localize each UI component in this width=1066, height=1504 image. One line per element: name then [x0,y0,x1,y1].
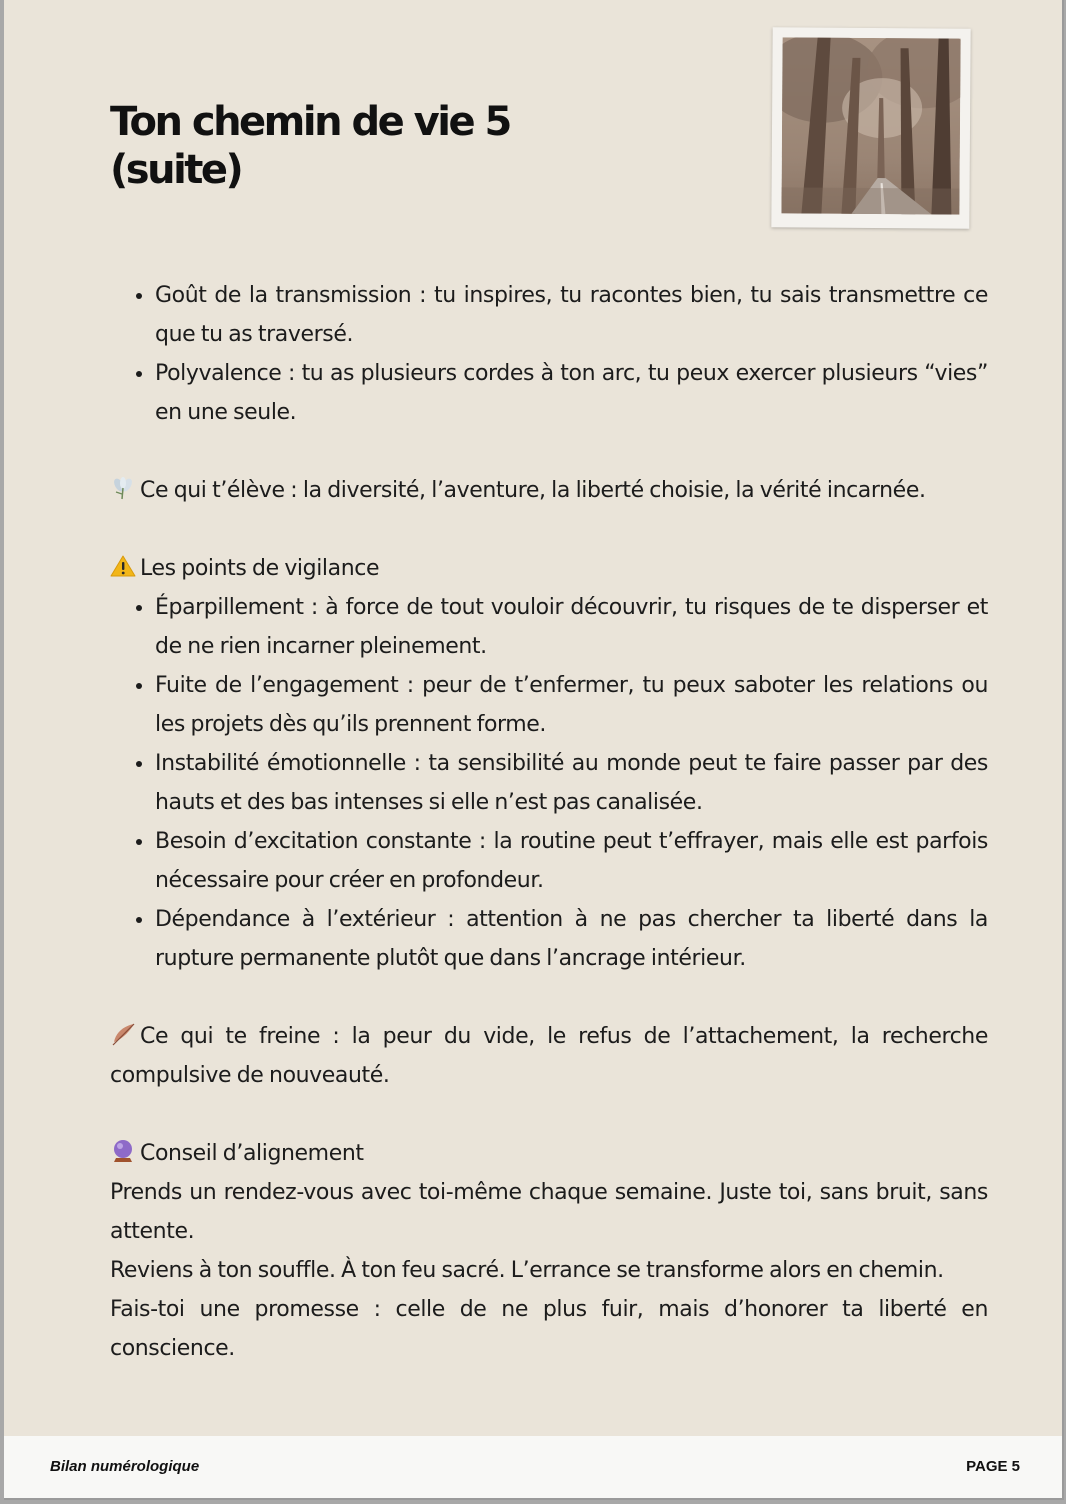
conseil-heading-text: Conseil d’alignement [140,1141,364,1166]
eleve-text: Ce qui t’élève : la diversité, l’aventure, la liberté choisie, la vérité incarnée. [140,478,926,503]
list-item: • Éparpillement : à force de tout vouloir découvrir, tu risques de te disperser et de ne rien incarner pleinement. [155,588,988,666]
qualities-list [110,276,988,432]
vigilance-heading [110,549,988,588]
title-line-2: (suite) [110,147,242,193]
list-item: • Dépendance à l’extérieur : attention à ne pas chercher ta liberté dans la rupture permanente plutôt que dans l’ancrage intérieur. [155,900,988,978]
vigilance-heading-text: Les points de vigilance [140,556,380,581]
list-item: • Besoin d’excitation constante : la routine peut t’effrayer, mais elle est parfois nécessaire pour créer en profondeur. [155,822,988,900]
conseil-paragraph-3: Fais-toi une promesse : celle de ne plus fuir, mais d’honorer ta liberté en conscience. [110,1297,988,1361]
freine-paragraph [110,1017,988,1095]
conseil-paragraph-2: Reviens à ton souffle. À ton feu sacré. L’errance se transforme alors en chemin. [110,1258,944,1283]
feather-icon [110,1022,136,1046]
page-footer [4,1436,1062,1498]
eleve-paragraph [110,471,988,510]
list-item: • Instabilité émotionnelle : ta sensibilité au monde peut te faire passer par des hauts et des bas intenses si elle n’est pas canalisée. [155,744,988,822]
freine-text: Ce qui te freine : la peur du vide, le refus de l’attachement, la recherche compulsive de nouveauté. [110,1024,988,1088]
list-item: • Goût de la transmission : tu inspires, tu racontes bien, tu sais transmettre ce que tu as traversé. [155,276,988,354]
vigilance-list [110,588,988,978]
crystal-ball-icon [110,1139,136,1163]
document-page [4,0,1064,1500]
list-item: • Fuite de l’engagement : peur de t’enfermer, tu peux saboter les relations ou les projets dès qu’ils prennent forme. [155,666,988,744]
conseil-heading [110,1134,988,1173]
page-number: PAGE 5 [966,1458,1020,1475]
main-content [110,276,988,1368]
forest-road-photo [771,27,970,228]
page-title [110,98,630,194]
list-item: • Polyvalence : tu as plusieurs cordes à ton arc, tu peux exercer plusieurs “vies” en une seule. [155,354,988,432]
title-line-1: Ton chemin de vie 5 [110,99,510,145]
warning-icon [110,554,136,578]
forest-road-image [781,37,960,214]
conseil-paragraph-1: Prends un rendez-vous avec toi-même chaque semaine. Juste toi, sans bruit, sans attente. [110,1180,988,1244]
flower-icon [110,476,136,500]
document-name: Bilan numérologique [50,1458,200,1475]
